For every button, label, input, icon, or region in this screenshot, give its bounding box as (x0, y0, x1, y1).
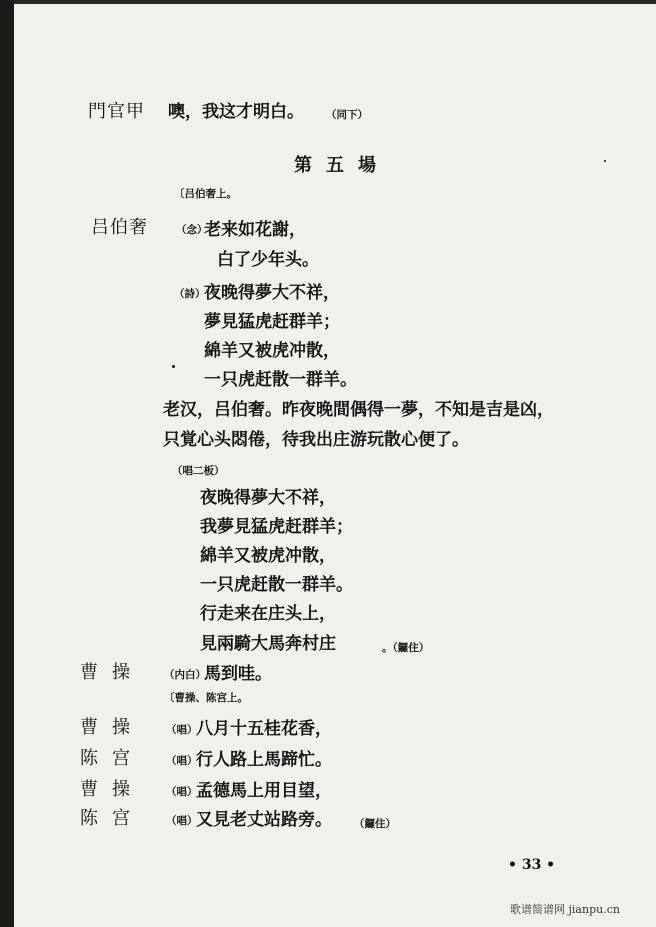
stage-direction: 〔吕伯奢上。 (174, 188, 237, 200)
speaker-label: 陈宫 (80, 748, 144, 769)
speaker-label: 門官甲 (88, 101, 145, 122)
verse-line: 夜晚得夢大不祥， (204, 283, 340, 303)
watermark: 歌谱简谱网 jianpu.cn (510, 903, 620, 916)
speaker-label: 吕伯奢 (91, 217, 148, 238)
verse-line: 白了少年头。 (217, 250, 319, 270)
stage-direction: （内白） (164, 669, 206, 681)
verse-line: 行人路上馬蹄忙。 (196, 750, 332, 770)
page-number: • 33 • (508, 857, 556, 873)
scene-title: 第五場 (294, 155, 390, 176)
verse-line: 老来如花謝， (204, 220, 306, 240)
stage-direction: 〔曹操、陈宫上。 (164, 692, 248, 704)
verse-line: 夜晚得夢大不祥， (200, 488, 336, 508)
verse-line: 我夢見猛虎赶群羊； (200, 517, 353, 537)
verse-line: 一只虎赶散一群羊。 (204, 370, 357, 390)
stage-direction: （念） (176, 224, 208, 236)
dialogue-text: 馬到哇。 (204, 664, 272, 684)
verse-line: 綿羊又被虎冲散， (204, 341, 340, 361)
stage-direction: （詩） (174, 288, 206, 300)
dialogue-text: 噢，我这才明白。 (168, 102, 304, 122)
stage-direction: （唱二板） (172, 465, 225, 477)
verse-line: 夢見猛虎赶群羊； (204, 312, 340, 332)
prose-line: 老汉，吕伯奢。昨夜晚間偶得一夢，不知是吉是凶， (163, 400, 554, 420)
stage-direction: （鑼住） (354, 818, 396, 830)
verse-line: 一只虎赶散一群羊。 (200, 575, 353, 595)
speaker-label: 陈宫 (80, 808, 144, 829)
verse-line: 綿羊又被虎冲散， (200, 546, 336, 566)
verse-line: 孟德馬上用目望， (196, 781, 332, 801)
stage-direction: （唱） (166, 786, 198, 798)
verse-line: 八月十五桂花香， (196, 719, 332, 739)
scan-speck (604, 160, 606, 162)
verse-line: 又見老丈站路旁。 (196, 810, 332, 830)
stage-direction: （同下） (326, 109, 368, 121)
stage-direction: （唱） (166, 724, 198, 736)
prose-line: 只覚心头悶倦，待我出庄游玩散心便了。 (163, 430, 469, 450)
speaker-label: 曹操 (80, 779, 144, 800)
speaker-label: 曹操 (80, 717, 144, 738)
scanned-page (14, 0, 656, 927)
stage-direction: 。（鑼住） (382, 642, 430, 654)
stage-direction: （唱） (166, 815, 198, 827)
scan-edge (14, 0, 656, 4)
speaker-label: 曹操 (80, 662, 144, 683)
verse-line: 見兩騎大馬奔村庄 (200, 634, 336, 654)
stage-direction: （唱） (166, 755, 198, 767)
scan-speck (172, 365, 175, 368)
verse-line: 行走来在庄头上， (200, 604, 336, 624)
